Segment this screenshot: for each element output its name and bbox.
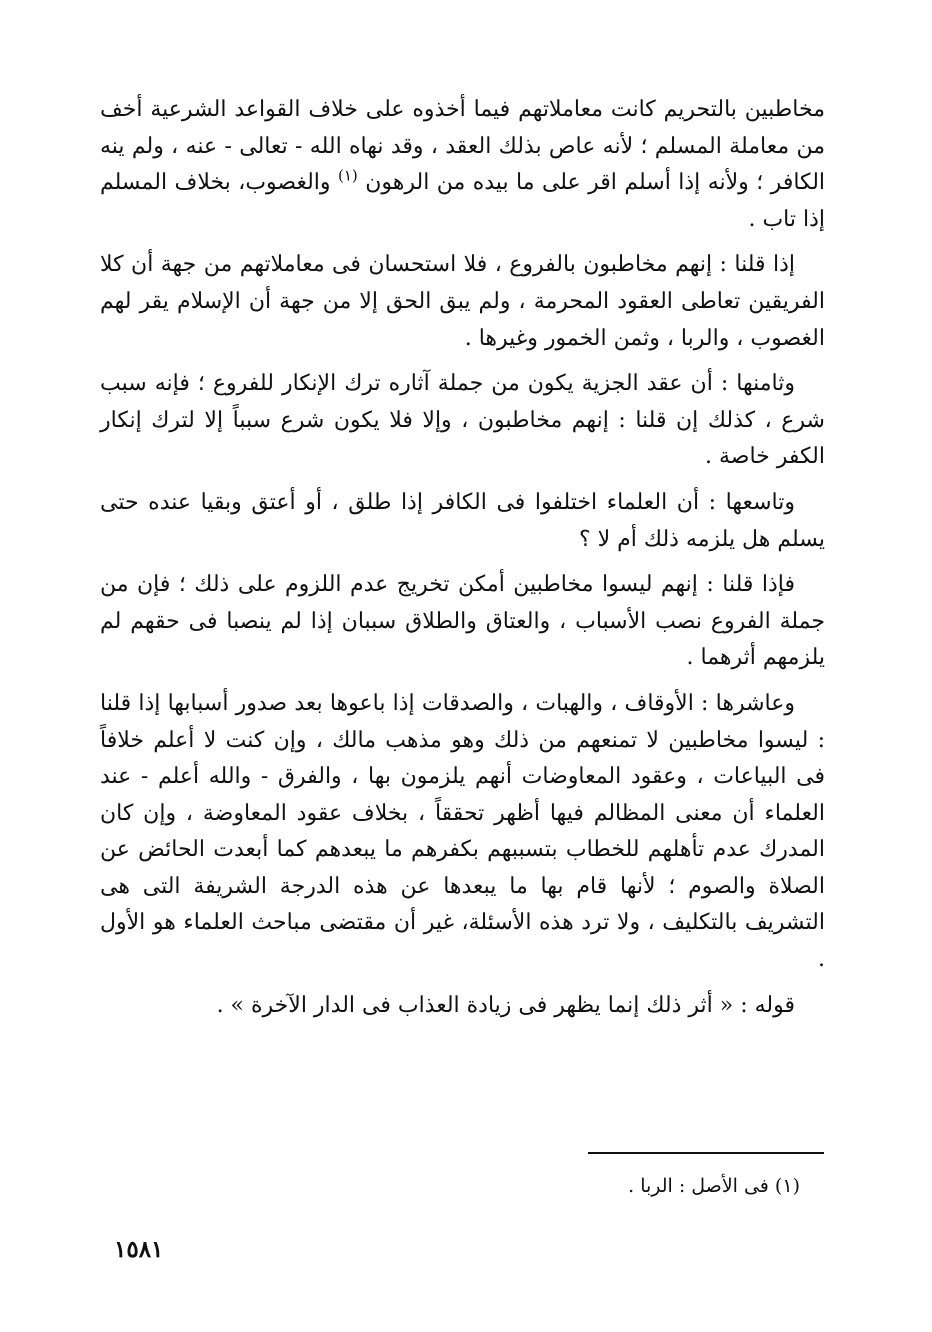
footnote-divider bbox=[588, 1152, 824, 1154]
page-number: ١٥٨١ bbox=[114, 1236, 164, 1263]
paragraph-5: فإذا قلنا : إنهم ليسوا مخاطبين أمكن تخريج عدم اللزوم على ذلك ؛ فإن من جملة الفروع نصب الأسباب ، والعتاق والطلاق سببان إذا لم ينصبا فى حقهم لم يلزمهم أثرهما . bbox=[100, 572, 825, 671]
paragraph-1-text: مخاطبين بالتحريم كانت معاملاتهم فيما أخذوه على خلاف القواعد الشرعية أخف من معاملة المسلم ؛ لأنه عاص بذلك العقد ، وقد نهاه الله - تعالى - عنه ، ولم ينه الكافر ؛ ولأنه إذا أسلم اقر على ما بيده من الرهون bbox=[100, 97, 826, 196]
paragraph-2: إذا قلنا : إنهم مخاطبون بالفروع ، فلا استحسان فى معاملاتهم من جهة أن كلا الفريقين تعاطى العقود المحرمة ، ولم يبق الحق إلا من جهة أن الإسلام يقر لهم الغصوب ، والربا ، وثمن الخمور وغيرها . bbox=[100, 252, 825, 351]
paragraph-7: قوله : « أثر ذلك إنما يظهر فى زيادة العذاب فى الدار الآخرة » . bbox=[216, 992, 795, 1018]
footnote-reference: (١) bbox=[338, 166, 358, 185]
main-text bbox=[100, 92, 825, 1033]
paragraph-3: وثامنها : أن عقد الجزية يكون من جملة آثاره ترك الإنكار للفروع ؛ فإنه سبب شرع ، كذلك إن قلنا : إنهم مخاطبون ، وإلا فلا يكون شرع سبباً إلا لترك إنكار الكفر خاصة . bbox=[100, 371, 825, 470]
paragraph-1 bbox=[100, 92, 825, 238]
paragraph-6: وعاشرها : الأوقاف ، والهبات ، والصدقات إذا باعوها بعد صدور أسبابها إذا قلنا : ليسوا مخاطبين لا تمنعهم من ذلك وهو مذهب مالك ، وإن كنت لا أعلم خلافاً فى البياعات ، وعقود المعاوضات أنهم يلزمون بها ، والفرق - والله أعلم - عند العلماء أن معنى المظالم فيها أظهر تحققاً ، بخلاف عقود المعاوضة ، وإن كان المدرك عدم تأهلهم للخطاب بتسببهم بكفرهم ما يبعدهم كما أبعدت الحائض عن الصلاة والصوم ؛ لأنها قام بها ما يبعدها عن هذه الدرجة الشريفة التى هى التشريف بالتكليف ، ولا ترد هذه الأسئلة، غير أن مقتضى مباحث العلماء هو الأول . bbox=[100, 690, 825, 973]
paragraph-4: وتاسعها : أن العلماء اختلفوا فى الكافر إذا طلق ، أو أعتق وبقيا عنده حتى يسلم هل يلزمه ذلك أم لا ؟ bbox=[100, 489, 825, 552]
paragraph-1-text-end: والغصوب، بخلاف المسلم إذا تاب . bbox=[100, 170, 825, 232]
footnote: (١) فى الأصل : الربا . bbox=[628, 1175, 800, 1197]
